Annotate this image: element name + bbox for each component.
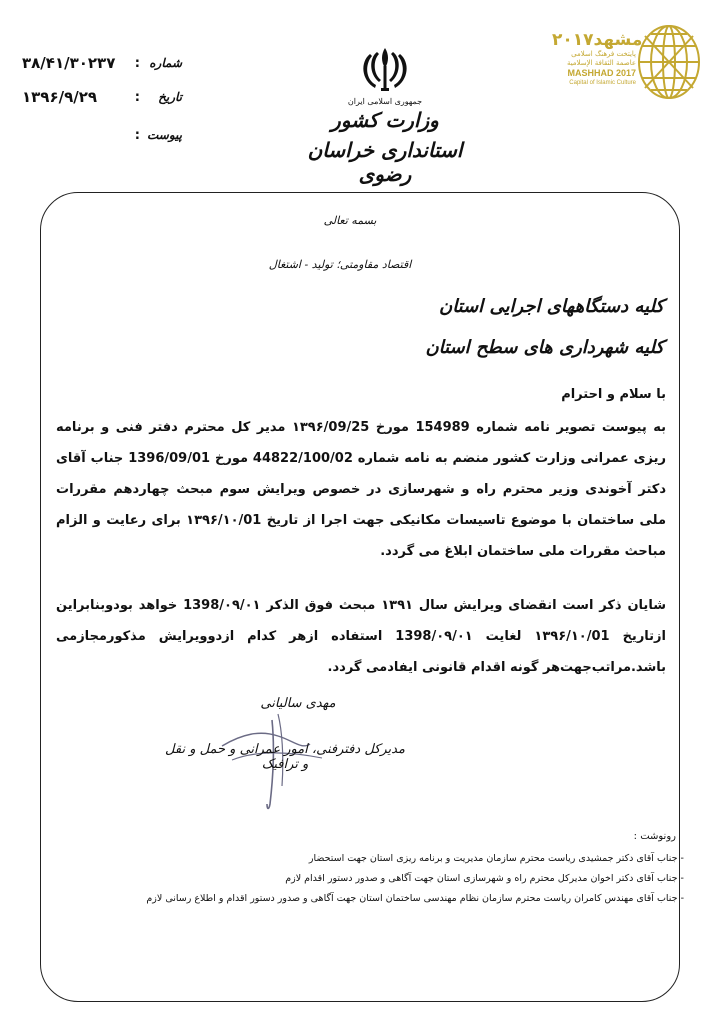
logo-en-line: MASHHAD 2017: [567, 68, 636, 78]
logo-city: مشهد۲۰۱۷: [552, 30, 643, 50]
ministry-title: وزارت کشور: [331, 108, 439, 132]
signatory-name: مهدی سالیانی: [260, 696, 336, 711]
signatory-title: مدیرکل دفترفنی، امور عمرانی و حمل و نقل و ترافیک: [165, 742, 405, 772]
letter-number-value: ۳۸/۴۱/۳۰۲۳۷: [22, 54, 116, 72]
logo-en-subline: Capital of Islamic Culture: [569, 80, 636, 86]
recipient-line-2: کلیه شهرداری های سطح استان: [425, 337, 664, 358]
mashhad-2017-logo: [552, 30, 643, 87]
cc-item: - جناب آقای مهندس کامران ریاست محترم سازمان نظام مهندسی ساختمان استان جهت آگاهی و صدور دستور اقدام و اطلاع رسانی لازم: [146, 893, 684, 904]
greeting: با سلام و احترام: [561, 387, 666, 402]
letter-attachment-colon: :: [134, 128, 140, 143]
globe-logo-icon: [635, 22, 703, 102]
iran-emblem-icon: [357, 44, 413, 96]
cc-item: - جناب آقای دکتر جمشیدی ریاست محترم سازمان مدیریت و برنامه ریزی استان جهت استحضار: [308, 853, 684, 864]
letter-number-label: شماره: [149, 56, 182, 70]
body-paragraph-1: به پیوست تصویر نامه شماره 154989 مورخ ۱۳۹۶/09/25 مدیر کل محترم دفتر فنی و برنامه ریزی عمرانی وزارت کشور منضم به نامه شماره 44822/100/02 مورخ 1396/09/01 جناب آقای دکتر آخوندی وزیر محترم راه و شهرسازی در خصوص ویرایش سوم مبحث چهاردهم مقررات ملی ساختمان با موضوع تاسیسات مکانیکی جهت اجرا از تاریخ ۱۳۹۶/۱۰/01 برای رعایت و الزام مباحث مقررات ملی ساختمان ابلاغ می گردد.: [56, 420, 667, 559]
letter-attachment-row: [22, 128, 182, 150]
letter-date-row: [22, 90, 182, 112]
cc-label: رونوشت :: [633, 831, 676, 842]
recipient-line-1: کلیه دستگاههای اجرایی استان: [438, 296, 664, 317]
body-paragraph-2: شایان ذکر است انقضای ویرایش سال ۱۳۹۱ مبحث فوق الذکر 1398/۰۹/۰۱ خواهد بودوبنابراین ازتاریخ ۱۳۹۶/۱۰/01 لغایت 1398/۰۹/۰۱ استفاده ازهر کدام ازدوویرایش مذکورمجازمی باشد.مراتب‌جهت‌هر گونه اقدام قانونی ایفادمی گردد.: [56, 598, 667, 675]
letter-number-colon: :: [134, 56, 140, 71]
letter-date-colon: :: [134, 90, 140, 105]
logo-ar-line: عاصمة الثقافة الإسلامية: [566, 59, 636, 67]
letter-attachment-label: پیوست: [147, 128, 182, 142]
cc-item: - جناب آقای دکتر اخوان مدیرکل محترم راه و شهرسازی استان جهت آگاهی و صدور دستور اقدام لازم: [285, 873, 684, 884]
letter-date-label: تاریخ: [158, 90, 182, 104]
letter-number-row: [22, 56, 182, 78]
basmala: بسمه تعالی: [323, 214, 377, 227]
letter-date-value: ۱۳۹۶/۹/۲۹: [22, 88, 98, 106]
emblem-caption: جمهوری اسلامی ایران: [347, 97, 423, 106]
governorate-title: استانداری خراسان رضوی: [307, 138, 463, 186]
logo-fa-line: پایتخت فرهنگ اسلامی: [571, 50, 636, 58]
slogan: اقتصاد مقاومتی؛ تولید - اشتغال: [268, 258, 412, 271]
